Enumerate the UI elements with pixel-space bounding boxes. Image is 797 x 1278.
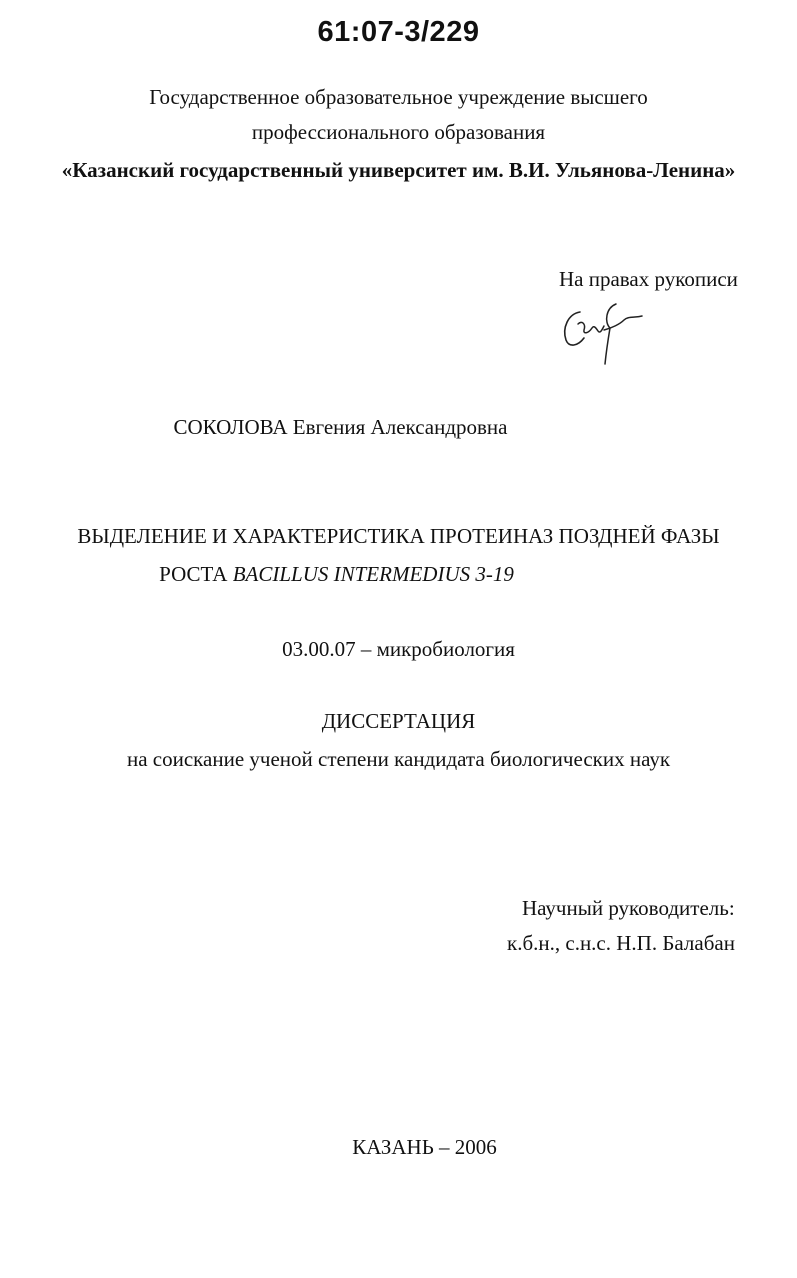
degree-statement: на соискание ученой степени кандидата биологических наук: [126, 747, 671, 771]
supervisor-name: к.б.н., с.н.с. Н.П. Балабан: [507, 931, 735, 955]
dissertation-title-line-1: ВЫДЕЛЕНИЕ И ХАРАКТЕРИСТИКА ПРОТЕИНАЗ ПОЗДНЕЙ ФАЗЫ: [77, 524, 720, 548]
manuscript-note: На правах рукописи: [559, 267, 738, 291]
document-type: ДИССЕРТАЦИЯ: [321, 709, 476, 733]
supervisor-label: Научный руководитель:: [522, 896, 735, 920]
handwritten-signature: [558, 298, 658, 368]
institution-line-1: Государственное образовательное учреждение высшего: [149, 85, 648, 109]
bacterial-species: BACILLUS INTERMEDIUS 3-19: [232, 562, 514, 586]
dissertation-title-line-2: [0, 561, 735, 587]
author-name: СОКОЛОВА Евгения Александровна: [173, 415, 508, 439]
city-year: КАЗАНЬ – 2006: [352, 1135, 497, 1159]
title-prefix: РОСТА: [159, 562, 233, 586]
institution-line-2: профессионального образования: [251, 120, 546, 144]
specialty-code: 03.00.07 – микробиология: [282, 637, 515, 661]
university-name: «Казанский государственный университет им. В.И. Ульянова-Ленина»: [61, 158, 736, 182]
document-code: 61:07-3/229: [317, 16, 480, 48]
